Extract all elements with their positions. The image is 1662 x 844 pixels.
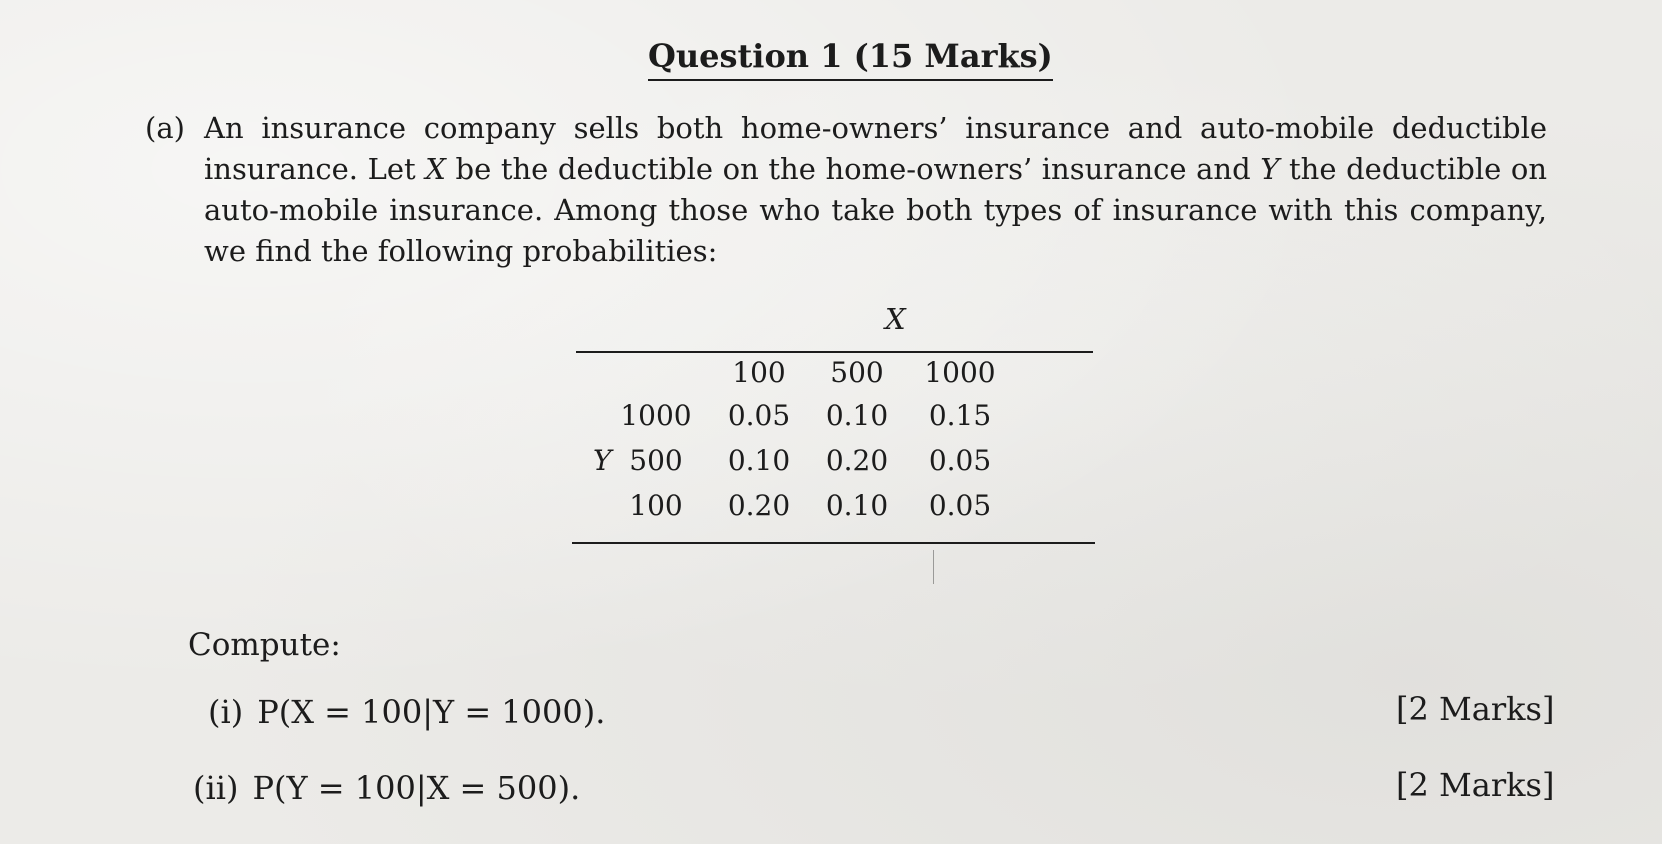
y-value: 1000 [620, 399, 692, 432]
marks-label: [2 Marks] [1396, 766, 1555, 804]
x-value-header: 100 [732, 356, 786, 389]
paragraph-text: be the deductible on the home-owners’ insurance and [445, 152, 1261, 186]
probability-cell: 0.10 [727, 444, 791, 477]
sub-question-expression: P(Y = 100|X = 500). [252, 769, 581, 807]
probability-cell: 0.10 [825, 489, 889, 522]
probability-cell: 0.15 [928, 399, 992, 432]
pencil-mark [933, 550, 934, 584]
probability-cell: 0.20 [727, 489, 791, 522]
sub-question-expression: P(X = 100|Y = 1000). [257, 693, 606, 731]
problem-paragraph [204, 108, 1547, 272]
part-label: (a) [145, 111, 185, 145]
probability-cell: 0.05 [928, 444, 992, 477]
x-value-header: 1000 [924, 356, 996, 389]
y-value: 500 [629, 444, 683, 477]
probability-cell: 0.05 [727, 399, 791, 432]
sub-question-ii [193, 769, 580, 807]
compute-label: Compute: [188, 627, 341, 663]
variable-x: X [425, 152, 446, 186]
probability-cell: 0.20 [825, 444, 889, 477]
sub-question-number: (ii) [193, 769, 239, 807]
y-value: 100 [629, 489, 683, 522]
probability-table [570, 296, 1095, 546]
x-value-header: 500 [830, 356, 884, 389]
sub-question-number: (i) [208, 693, 244, 731]
probability-cell: 0.05 [928, 489, 992, 522]
y-axis-label: Y [593, 444, 612, 477]
paragraph-text: the deductible on auto-mobile insurance. Among those who take both types of insurance with this company, we find the following probabilities: [204, 152, 1547, 268]
variable-y: Y [1260, 152, 1280, 186]
marks-label: [2 Marks] [1396, 690, 1555, 728]
probability-cell: 0.10 [825, 399, 889, 432]
x-axis-label: X [885, 302, 906, 336]
table-bottom-rule [572, 542, 1095, 544]
paragraph-text: An insurance company sells both home-owners’ insurance and auto-mobile deductible insurance. Let [204, 111, 1547, 186]
question-title: Question 1 (15 Marks) [648, 36, 1053, 81]
sub-question-i [208, 693, 605, 731]
table-top-rule [576, 351, 1093, 353]
